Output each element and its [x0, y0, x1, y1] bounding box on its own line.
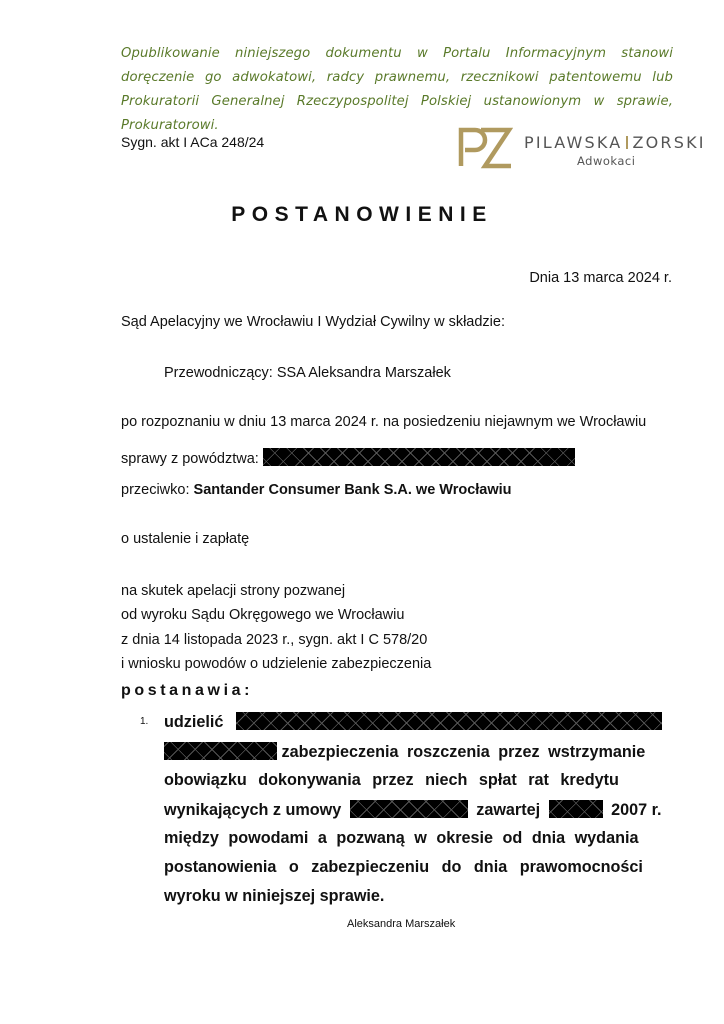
ruling-line-7: wyroku w niniejszej sprawie.	[164, 887, 385, 905]
ruling-text-4a: wynikających z umowy	[164, 801, 342, 819]
appeal-line-3: z dnia 14 listopada 2023 r., sygn. akt I C 578/20	[121, 632, 428, 648]
redaction-contract	[350, 800, 468, 818]
ruling-grant: udzielić	[164, 713, 224, 731]
ruling-number: 1.	[140, 716, 149, 727]
logo-name	[524, 133, 706, 152]
logo-name-right: ZORSKI	[632, 133, 706, 152]
case-signature: Sygn. akt I ACa 248/24	[121, 134, 265, 150]
ruling-line-1	[164, 712, 672, 732]
defendant-label: przeciwko:	[121, 482, 190, 498]
redaction-party	[236, 712, 662, 730]
ruling-line-6: postanowienia o zabezpieczeniu do dnia prawomocności	[164, 858, 643, 876]
logo-name-left: PILAWSKA	[524, 133, 623, 152]
document-title: POSTANOWIENIE	[231, 203, 493, 226]
judge-signature: Aleksandra Marszałek	[347, 918, 456, 930]
plaintiff-line	[121, 448, 575, 467]
logo-subtitle: Adwokaci	[577, 154, 636, 168]
pz-monogram-icon	[457, 126, 513, 170]
ruling-heading: postanawia:	[121, 682, 254, 699]
ruling-line-4	[164, 800, 672, 820]
ruling-text-4b: zawartej	[476, 801, 541, 819]
defendant-name: Santander Consumer Bank S.A. we Wrocławiu	[193, 482, 512, 498]
redaction-date	[549, 800, 603, 818]
appeal-line-1: na skutek apelacji strony pozwanej	[121, 583, 346, 599]
case-subject: o ustalenie i zapłatę	[121, 531, 250, 547]
document-date: Dnia 13 marca 2024 r.	[529, 270, 672, 286]
ruling-text-4c: 2007 r.	[611, 801, 662, 819]
court-composition: Sąd Apelacyjny we Wrocławiu I Wydział Cywilny w składzie:	[121, 314, 505, 330]
ruling-text-2: zabezpieczenia roszczenia przez wstrzymanie	[281, 743, 646, 761]
appeal-line-4: i wniosku powodów o udzielenie zabezpieczenia	[121, 656, 432, 672]
publication-notice: Opublikowanie niniejszego dokumentu w Portalu Informacyjnym stanowi doręczenie go adwokatowi, radcy prawnemu, rzecznikowi patentowemu lub Prokuratorii Generalnej Rzeczypospolitej Polskiej ustanowionym w sprawie, Prokuratorowi.	[121, 46, 673, 133]
ruling-line-5: między powodami a pozwaną w okresie od dnia wydania	[164, 829, 639, 847]
hearing-info: po rozpoznaniu w dniu 13 marca 2024 r. na posiedzeniu niejawnym we Wrocławiu	[121, 414, 647, 430]
ruling-line-3: obowiązku dokonywania przez niech spłat rat kredytu	[164, 771, 619, 789]
presiding-judge: Przewodniczący: SSA Aleksandra Marszałek	[164, 365, 451, 381]
plaintiff-label: sprawy z powództwa:	[121, 451, 259, 467]
logo-divider	[626, 136, 628, 149]
redaction-party-cont	[164, 742, 277, 760]
law-firm-logo	[457, 126, 706, 170]
ruling-line-2	[164, 742, 672, 762]
defendant-line	[121, 482, 512, 498]
appeal-line-2: od wyroku Sądu Okręgowego we Wrocławiu	[121, 607, 405, 623]
redaction-plaintiff	[263, 448, 575, 466]
